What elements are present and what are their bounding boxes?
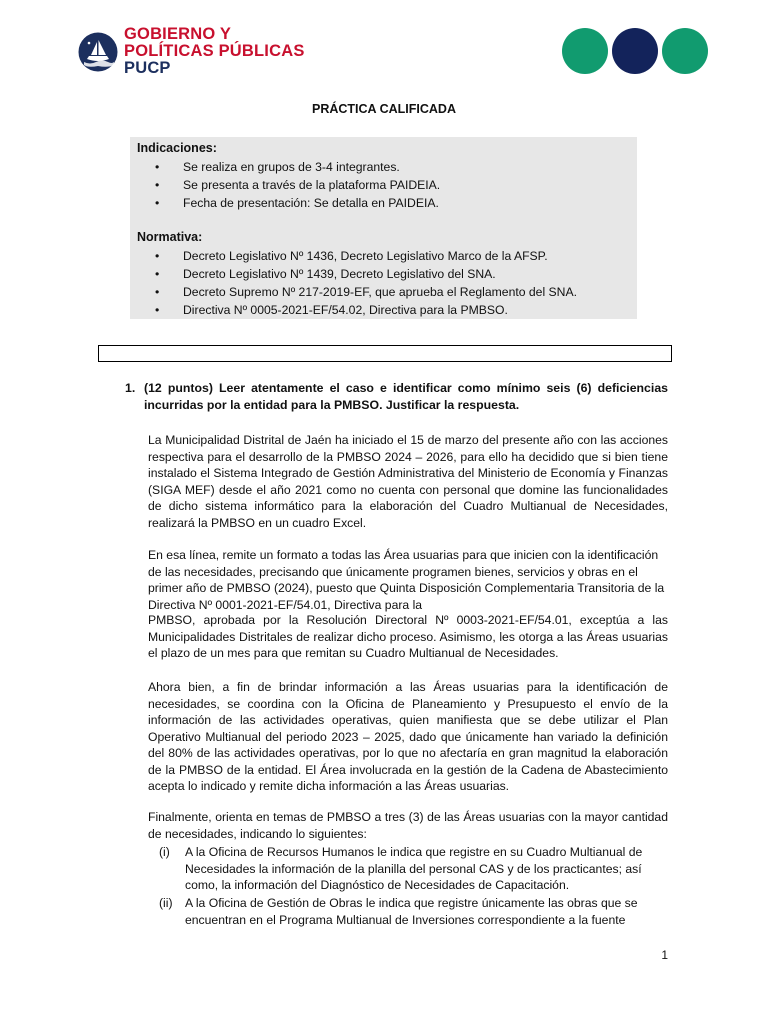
indicaciones-list bbox=[155, 158, 440, 212]
question-number: 1. bbox=[125, 381, 136, 395]
green-dot-left bbox=[562, 28, 608, 74]
logo-line-2: POLÍTICAS PÚBLICAS bbox=[124, 42, 305, 60]
roman-numeral: (i) bbox=[159, 845, 170, 859]
navy-dot bbox=[612, 28, 658, 74]
case-paragraph-5: Finalmente, orienta en temas de PMBSO a tres (3) de las Áreas usuarias con la mayor cantidad de necesidades, indicando lo siguientes: bbox=[148, 810, 668, 841]
case-paragraph-2: En esa línea, remite un formato a todas las Área usuarias para que inicien con la identificación de las necesidades, precisando que únicamente programen bienes, servicios y obras en el primer año de PMBSO (2024), puesto que Quinta Disposición Complementaria Transitoria de la Directiva Nº 0001-2021-EF/54.01, Directiva para la bbox=[148, 548, 665, 612]
document-title: PRÁCTICA CALIFICADA bbox=[312, 102, 456, 116]
normativa-heading: Normativa: bbox=[137, 230, 203, 244]
case-paragraph-4: Ahora bien, a fin de brindar información a las Áreas usuarias para la identificación de necesidades, se coordina con la Oficina de Planeamiento y Presupuesto el envío de la información de las actividades operativas, quien manifiesta que se debe utilizar el Plan Operativo Multianual del periodo 2023 – 2025, dado que únicamente han variado la definición del 80% de las actividades operativas, por lo que no afectaría en gran magnitud la elaboración de la PMBSO de la entidad. El Área involucrada en la gestión de la Cadena de Abastecimiento acepta lo indicado y remite dicha información a las Áreas usuarias. bbox=[148, 680, 668, 793]
roman-item-text: A la Oficina de Recursos Humanos le indica que registre en su Cuadro Multianual de Necesidades la información de la planilla del personal CAS y de los practicantes; así como, la información del Diagnóstico de Necesidades de Capacitación. bbox=[185, 845, 643, 892]
roman-numeral: (ii) bbox=[159, 896, 173, 910]
decorative-dots bbox=[562, 28, 768, 74]
list-item: • Fecha de presentación: Se detalla en PAIDEIA. bbox=[155, 196, 439, 210]
question-text: (12 puntos) Leer atentamente el caso e identificar como mínimo seis (6) deficiencias incurridas por la entidad para la PMBSO. Justificar la respuesta. bbox=[144, 381, 668, 412]
logo-text bbox=[124, 26, 305, 77]
roman-item-text: A la Oficina de Gestión de Obras le indica que registre únicamente las obras que se encuentran en el Programa Multianual de Inversiones correspondiente a la fuente bbox=[185, 896, 638, 927]
indicaciones-heading: Indicaciones: bbox=[137, 141, 217, 155]
empty-bordered-box bbox=[98, 345, 672, 362]
list-item: • Se presenta a través de la plataforma PAIDEIA. bbox=[155, 178, 441, 192]
pucp-logo bbox=[78, 26, 305, 77]
case-paragraph-3: PMBSO, aprobada por la Resolución Directoral Nº 0003-2021-EF/54.01, exceptúa a las Municipalidades Distritales de realizar dicho proceso. Asimismo, les otorga a las Áreas usuarias el plazo de un mes para que remitan su Cuadro Multianual de Necesidades. bbox=[148, 613, 668, 660]
roman-item-i bbox=[159, 844, 669, 894]
normativa-list bbox=[155, 247, 577, 319]
list-item: • Directiva Nº 0005-2021-EF/54.02, Directiva para la PMBSO. bbox=[155, 303, 508, 317]
list-item: • Se realiza en grupos de 3-4 integrantes. bbox=[155, 160, 400, 174]
page-number: 1 bbox=[661, 948, 668, 962]
logo-line-3: PUCP bbox=[124, 59, 171, 77]
green-dot-right bbox=[662, 28, 708, 74]
case-paragraph-1: La Municipalidad Distrital de Jaén ha iniciado el 15 de marzo del presente año con las acciones respectiva para el desarrollo de la PMBSO 2024 – 2026, para ello ha decidido que si bien tiene instalado el Sistema Integrado de Gestión Administrativa del Ministerio de Economía y Finanzas (SIGA MEF) desde el año 2021 como no cuenta con personal que domine las funcionalidades de dicho sistema informático para la elaboración del Cuadro Multianual de Necesidades, realizará la PMBSO en un cuadro Excel. bbox=[148, 433, 668, 530]
roman-item-ii bbox=[159, 895, 669, 928]
ship-emblem-icon bbox=[78, 32, 118, 72]
list-item: • Decreto Legislativo Nº 1436, Decreto Legislativo Marco de la AFSP. bbox=[155, 249, 548, 263]
question-1 bbox=[125, 380, 668, 414]
instructions-box bbox=[130, 137, 637, 319]
logo-line-1: GOBIERNO Y bbox=[124, 25, 232, 43]
list-item: • Decreto Supremo Nº 217-2019-EF, que aprueba el Reglamento del SNA. bbox=[155, 285, 577, 299]
list-item: • Decreto Legislativo Nº 1439, Decreto Legislativo del SNA. bbox=[155, 267, 496, 281]
